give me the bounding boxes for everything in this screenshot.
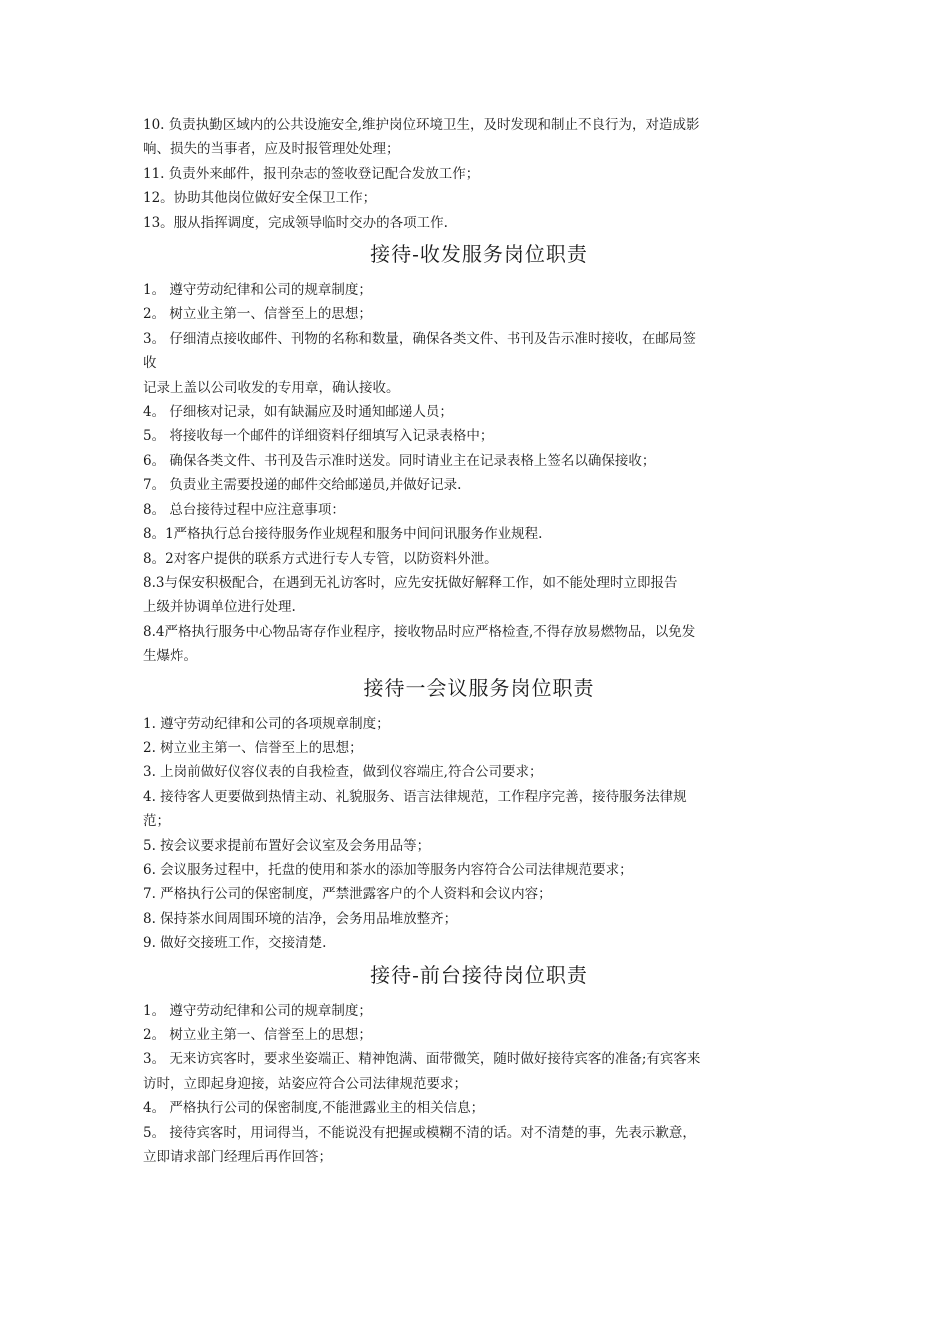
text-line: 12。协助其他岗位做好安全保卫工作；	[143, 190, 377, 207]
text-line: 上级并协调单位进行处理.	[143, 599, 296, 616]
text-line: 8.3与保安积极配合，在遇到无礼访客时，应先安抚做好解释工作，如不能处理时立即报告	[143, 574, 678, 591]
text-line: 1。 遵守劳动纪律和公司的规章制度；	[143, 282, 372, 299]
text-line: 8。 总台接待过程中应注意事项：	[143, 501, 345, 518]
text-line: 8。1严格执行总台接待服务作业规程和服务中间问讯服务作业规程.	[143, 526, 543, 543]
text-line: 3. 上岗前做好仪容仪表的自我检查，做到仪容端庄,符合公司要求；	[143, 764, 543, 781]
section-mail-service	[143, 239, 815, 669]
section-front-desk	[143, 960, 815, 1170]
text-line: 收	[143, 355, 157, 372]
intro-block	[143, 113, 815, 235]
text-line: 5. 按会议要求提前布置好会议室及会务用品等；	[143, 837, 431, 854]
text-line: 2。 树立业主第一、信誉至上的思想；	[143, 1027, 372, 1043]
text-line: 生爆炸。	[143, 648, 197, 665]
text-line: 9. 做好交接班工作，交接清楚.	[143, 935, 327, 952]
text-line: 5。 接待宾客时，用词得当，不能说没有把握或模糊不清的话。对不清楚的事，先表示歉意，	[143, 1124, 696, 1141]
text-line: 7。 负责业主需要投递的邮件交给邮递员,并做好记录.	[143, 477, 462, 494]
document-page	[143, 113, 815, 1169]
text-line: 8。2对客户提供的联系方式进行专人专管，以防资料外泄。	[143, 550, 498, 567]
section-title: 接待一会议服务岗位职责	[363, 675, 595, 700]
text-line: 8.4严格执行服务中心物品寄存作业程序，接收物品时应严格检查,不得存放易燃物品，以免发	[143, 623, 696, 640]
text-line: 1。 遵守劳动纪律和公司的规章制度；	[143, 1002, 372, 1019]
section-meeting-service	[143, 673, 815, 956]
text-line: 6。 确保各类文件、书刊及告示准时送发。同时请业主在记录表格上签名以确保接收；	[143, 452, 656, 469]
text-line: 记录上盖以公司收发的专用章，确认接收。	[143, 379, 400, 396]
text-line: 3。 仔细清点接收邮件、刊物的名称和数量，确保各类文件、书刊及告示准时接收，在邮局签	[143, 330, 696, 347]
text-line: 4。 仔细核对记录，如有缺漏应及时通知邮递人员；	[143, 404, 453, 421]
text-line: 2。 树立业主第一、信誉至上的思想；	[143, 306, 372, 323]
text-line: 立即请求部门经理后再作回答；	[143, 1149, 332, 1166]
text-line: 8. 保持茶水间周围环境的洁净，会务用品堆放整齐；	[143, 910, 458, 927]
text-line: 响、损失的当事者，应及时报管理处处理；	[143, 141, 400, 158]
text-line: 3。 无来访宾客时，要求坐姿端正、精神饱满、面带微笑，随时做好接待宾客的准备;有宾客来	[143, 1051, 701, 1068]
text-line: 1. 遵守劳动纪律和公司的各项规章制度；	[143, 715, 390, 732]
text-line: 6. 会议服务过程中，托盘的使用和茶水的添加等服务内容符合公司法律规范要求；	[143, 861, 633, 878]
text-line: 10. 负责执勤区域内的公共设施安全,维护岗位环境卫生，及时发现和制止不良行为，对造成影	[143, 117, 700, 133]
text-line: 访时，立即起身迎接，站姿应符合公司法律规范要求；	[143, 1075, 467, 1092]
text-line: 范；	[143, 813, 170, 830]
text-line: 13。服从指挥调度，完成领导临时交办的各项工作.	[143, 214, 448, 231]
text-line: 4。 严格执行公司的保密制度,不能泄露业主的相关信息；	[143, 1100, 485, 1117]
text-line: 7. 严格执行公司的保密制度，严禁泄露客户的个人资料和会议内容；	[143, 886, 552, 903]
text-line: 5。 将接收每一个邮件的详细资料仔细填写入记录表格中；	[143, 428, 494, 445]
section-title: 接待-前台接待岗位职责	[370, 962, 588, 987]
text-line: 2. 树立业主第一、信誉至上的思想；	[143, 739, 363, 756]
text-line: 11. 负责外来邮件，报刊杂志的签收登记配合发放工作；	[143, 165, 480, 182]
text-line: 4. 接待客人更要做到热情主动、礼貌服务、语言法律规范，工作程序完善，接待服务法律规	[143, 788, 687, 805]
section-title: 接待-收发服务岗位职责	[370, 242, 588, 267]
